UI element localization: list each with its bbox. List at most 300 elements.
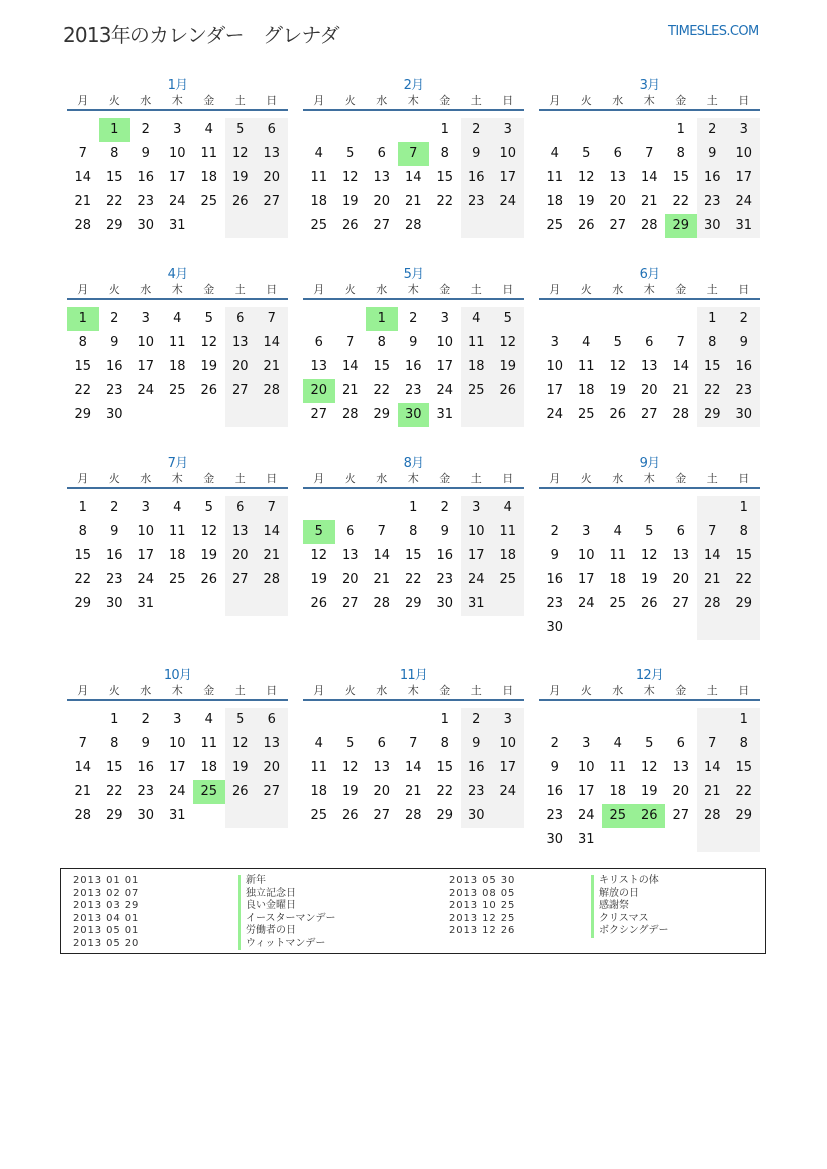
day-cell: 11 — [609, 548, 627, 563]
day-cell: 1 — [440, 122, 449, 137]
day-cell: 15 — [436, 170, 454, 185]
day-cell: 2 — [141, 712, 150, 727]
day-cell: 14 — [74, 170, 92, 185]
header-divider — [67, 487, 288, 489]
day-cell: 16 — [436, 548, 454, 563]
day-cell: 29 — [697, 403, 729, 427]
day-cell: 7 — [676, 335, 685, 350]
day-cell: 3 — [582, 736, 591, 751]
day-cell: 11 — [200, 736, 218, 751]
weekday-label: 月 — [549, 684, 561, 697]
day-cell: 13 — [341, 548, 359, 563]
day-cell: 25 — [200, 194, 218, 209]
day-cell: 9 — [409, 335, 418, 350]
day-cell: 25 — [577, 407, 595, 422]
weekday-label: 金 — [439, 684, 451, 697]
day-cell: 26 — [200, 572, 218, 587]
weekday-label: 金 — [675, 472, 687, 485]
weekend-filler — [256, 592, 288, 616]
weekend-filler — [728, 616, 760, 640]
day-cell: 6 — [613, 146, 622, 161]
month-title: 1月 — [167, 78, 188, 93]
day-cell: 24 — [436, 383, 454, 398]
weekday-label: 土 — [706, 472, 718, 485]
day-cell: 20 — [373, 784, 391, 799]
day-cell: 19 — [225, 756, 257, 780]
day-cell: 8 — [728, 732, 760, 756]
day-cell: 1 — [440, 712, 449, 727]
day-cell: 10 — [137, 524, 155, 539]
day-cell: 3 — [728, 118, 760, 142]
day-cell: 28 — [672, 407, 690, 422]
day-cell: 10 — [168, 736, 186, 751]
day-cell: 26 — [577, 218, 595, 233]
weekend-filler — [225, 804, 257, 828]
day-cell: 24 — [577, 596, 595, 611]
day-cell: 31 — [137, 596, 155, 611]
day-cell: 5 — [303, 520, 335, 544]
day-cell: 1 — [67, 307, 99, 331]
weekday-label: 火 — [344, 283, 356, 296]
weekday-label: 月 — [549, 94, 561, 107]
day-cell: 22 — [672, 194, 690, 209]
weekday-label: 火 — [580, 94, 592, 107]
day-cell: 17 — [436, 359, 454, 374]
day-cell: 24 — [168, 784, 186, 799]
weekend-filler — [256, 214, 288, 238]
day-cell: 24 — [492, 190, 524, 214]
day-cell: 26 — [492, 379, 524, 403]
weekend-filler — [697, 708, 729, 732]
day-cell: 30 — [105, 407, 123, 422]
day-cell: 28 — [404, 218, 422, 233]
day-cell: 7 — [377, 524, 386, 539]
day-cell: 4 — [550, 146, 559, 161]
day-cell: 21 — [256, 544, 288, 568]
day-cell: 27 — [640, 407, 658, 422]
day-cell: 6 — [377, 736, 386, 751]
weekday-label: 金 — [203, 472, 215, 485]
day-cell: 2 — [110, 500, 119, 515]
day-cell: 13 — [672, 760, 690, 775]
weekend-filler — [256, 403, 288, 427]
day-cell: 6 — [225, 307, 257, 331]
day-cell: 22 — [404, 572, 422, 587]
day-cell: 2 — [440, 500, 449, 515]
day-cell: 19 — [341, 194, 359, 209]
day-cell: 21 — [373, 572, 391, 587]
month-title: 6月 — [639, 267, 660, 282]
day-cell: 30 — [137, 218, 155, 233]
weekday-label: 木 — [407, 283, 419, 296]
day-cell: 16 — [546, 784, 564, 799]
weekday-label: 火 — [108, 684, 120, 697]
day-cell: 17 — [546, 383, 564, 398]
day-cell: 13 — [225, 520, 257, 544]
weekday-label: 木 — [407, 472, 419, 485]
month-title: 5月 — [403, 267, 424, 282]
weekday-label: 土 — [234, 94, 246, 107]
day-cell: 6 — [256, 118, 288, 142]
day-cell: 12 — [341, 760, 359, 775]
day-cell: 19 — [310, 572, 328, 587]
day-cell: 12 — [640, 760, 658, 775]
day-cell: 2 — [110, 311, 119, 326]
day-cell: 12 — [225, 732, 257, 756]
day-cell: 14 — [373, 548, 391, 563]
weekend-filler — [461, 403, 493, 427]
weekday-label: 土 — [234, 283, 246, 296]
day-cell: 20 — [225, 355, 257, 379]
day-cell: 16 — [404, 359, 422, 374]
day-cell: 18 — [310, 194, 328, 209]
day-cell: 9 — [550, 760, 559, 775]
day-cell: 27 — [672, 596, 690, 611]
day-cell: 7 — [78, 146, 87, 161]
day-cell: 19 — [200, 548, 218, 563]
day-cell: 14 — [341, 359, 359, 374]
day-cell: 7 — [398, 142, 430, 166]
weekday-label: 土 — [706, 283, 718, 296]
day-cell: 14 — [697, 756, 729, 780]
page-title: 2013年のカレンダー グレナダ — [63, 23, 339, 47]
day-cell: 30 — [546, 832, 564, 847]
day-cell: 8 — [440, 736, 449, 751]
day-cell: 4 — [173, 311, 182, 326]
day-cell: 24 — [137, 572, 155, 587]
day-cell: 10 — [492, 732, 524, 756]
day-cell: 18 — [492, 544, 524, 568]
day-cell: 4 — [613, 524, 622, 539]
day-cell: 2 — [697, 118, 729, 142]
day-cell: 23 — [404, 383, 422, 398]
day-cell: 2 — [728, 307, 760, 331]
day-cell: 20 — [256, 756, 288, 780]
day-cell: 23 — [105, 383, 123, 398]
weekend-filler — [492, 804, 524, 828]
header-divider — [303, 699, 524, 701]
day-cell: 26 — [225, 780, 257, 804]
day-cell: 2 — [550, 736, 559, 751]
day-cell: 27 — [256, 780, 288, 804]
day-cell: 21 — [341, 383, 359, 398]
day-cell: 30 — [398, 403, 430, 427]
weekend-filler — [697, 496, 729, 520]
weekday-label: 水 — [612, 94, 624, 107]
day-cell: 12 — [492, 331, 524, 355]
holiday-names-left — [238, 875, 336, 950]
day-cell: 23 — [546, 596, 564, 611]
month-title: 2月 — [403, 78, 424, 93]
day-cell: 2 — [461, 708, 493, 732]
day-cell: 31 — [168, 808, 186, 823]
month-title: 9月 — [639, 456, 660, 471]
day-cell: 25 — [310, 218, 328, 233]
day-cell: 27 — [672, 808, 690, 823]
day-cell: 28 — [404, 808, 422, 823]
day-cell: 15 — [728, 756, 760, 780]
day-cell: 15 — [672, 170, 690, 185]
day-cell: 18 — [461, 355, 493, 379]
day-cell: 31 — [168, 218, 186, 233]
day-cell: 16 — [105, 359, 123, 374]
day-cell: 21 — [697, 568, 729, 592]
day-cell: 1 — [728, 708, 760, 732]
day-cell: 26 — [609, 407, 627, 422]
day-cell: 28 — [256, 568, 288, 592]
weekday-label: 月 — [77, 94, 89, 107]
weekday-label: 日 — [502, 684, 514, 697]
weekend-filler — [492, 592, 524, 616]
day-cell: 6 — [645, 335, 654, 350]
day-cell: 20 — [672, 572, 690, 587]
day-cell: 25 — [602, 804, 634, 828]
day-cell: 1 — [409, 500, 418, 515]
day-cell: 18 — [609, 784, 627, 799]
day-cell: 16 — [461, 756, 493, 780]
weekend-filler — [492, 214, 524, 238]
day-cell: 7 — [697, 732, 729, 756]
day-cell: 25 — [609, 596, 627, 611]
day-cell: 26 — [341, 218, 359, 233]
day-cell: 10 — [168, 146, 186, 161]
weekday-label: 水 — [376, 472, 388, 485]
day-cell: 18 — [200, 170, 218, 185]
day-cell: 8 — [409, 524, 418, 539]
day-cell: 5 — [346, 146, 355, 161]
day-cell: 18 — [577, 383, 595, 398]
weekend-filler — [728, 828, 760, 852]
day-cell: 12 — [200, 524, 218, 539]
day-cell: 10 — [577, 548, 595, 563]
day-cell: 17 — [492, 756, 524, 780]
day-cell: 17 — [461, 544, 493, 568]
day-cell: 6 — [256, 708, 288, 732]
day-cell: 9 — [110, 524, 119, 539]
day-cell: 9 — [461, 732, 493, 756]
weekday-label: 日 — [502, 472, 514, 485]
day-cell: 1 — [78, 500, 87, 515]
day-cell: 20 — [640, 383, 658, 398]
day-cell: 9 — [461, 142, 493, 166]
day-cell: 20 — [373, 194, 391, 209]
day-cell: 16 — [105, 548, 123, 563]
holiday-date: 2013 05 01 — [73, 925, 140, 936]
weekday-label: 日 — [502, 94, 514, 107]
day-cell: 29 — [436, 808, 454, 823]
day-cell: 5 — [204, 311, 213, 326]
header-divider — [303, 298, 524, 300]
day-cell: 18 — [310, 784, 328, 799]
month-title: 12月 — [635, 668, 664, 683]
day-cell: 10 — [492, 142, 524, 166]
day-cell: 8 — [440, 146, 449, 161]
day-cell: 15 — [404, 548, 422, 563]
weekday-label: 土 — [706, 684, 718, 697]
day-cell: 16 — [137, 760, 155, 775]
day-cell: 13 — [609, 170, 627, 185]
day-cell: 19 — [640, 572, 658, 587]
day-cell: 31 — [461, 592, 493, 616]
day-cell: 14 — [404, 760, 422, 775]
day-cell: 11 — [310, 170, 328, 185]
day-cell: 11 — [461, 331, 493, 355]
weekday-label: 火 — [580, 684, 592, 697]
day-cell: 7 — [256, 307, 288, 331]
weekday-label: 土 — [234, 684, 246, 697]
day-cell: 28 — [256, 379, 288, 403]
day-cell: 31 — [728, 214, 760, 238]
day-cell: 27 — [256, 190, 288, 214]
day-cell: 7 — [645, 146, 654, 161]
holiday-name: 労働者の日 — [238, 925, 336, 938]
month-title: 4月 — [167, 267, 188, 282]
day-cell: 4 — [204, 122, 213, 137]
day-cell: 5 — [645, 736, 654, 751]
day-cell: 13 — [256, 142, 288, 166]
day-cell: 11 — [609, 760, 627, 775]
day-cell: 5 — [613, 335, 622, 350]
day-cell: 24 — [168, 194, 186, 209]
weekday-label: 金 — [675, 283, 687, 296]
day-cell: 5 — [645, 524, 654, 539]
day-cell: 29 — [74, 596, 92, 611]
weekday-label: 水 — [140, 94, 152, 107]
day-cell: 10 — [137, 335, 155, 350]
day-cell: 28 — [341, 407, 359, 422]
weekday-label: 金 — [203, 94, 215, 107]
weekday-label: 火 — [580, 472, 592, 485]
weekday-label: 月 — [549, 283, 561, 296]
weekday-label: 木 — [643, 94, 655, 107]
weekday-label: 火 — [108, 283, 120, 296]
day-cell: 12 — [341, 170, 359, 185]
weekday-label: 木 — [171, 94, 183, 107]
weekday-label: 水 — [376, 684, 388, 697]
holiday-dates-right — [449, 875, 515, 938]
day-cell: 28 — [74, 808, 92, 823]
day-cell: 20 — [672, 784, 690, 799]
day-cell: 13 — [256, 732, 288, 756]
weekday-label: 木 — [171, 283, 183, 296]
day-cell: 27 — [373, 218, 391, 233]
day-cell: 13 — [373, 170, 391, 185]
day-cell: 8 — [110, 146, 119, 161]
day-cell: 14 — [74, 760, 92, 775]
day-cell: 6 — [676, 736, 685, 751]
holiday-dates-left — [73, 875, 139, 950]
weekday-label: 水 — [612, 472, 624, 485]
weekday-label: 月 — [313, 684, 325, 697]
day-cell: 16 — [697, 166, 729, 190]
weekend-filler — [697, 828, 729, 852]
day-cell: 26 — [200, 383, 218, 398]
day-cell: 28 — [74, 218, 92, 233]
day-cell: 8 — [676, 146, 685, 161]
weekday-label: 金 — [439, 94, 451, 107]
day-cell: 1 — [99, 118, 131, 142]
day-cell: 17 — [577, 784, 595, 799]
weekday-label: 金 — [203, 684, 215, 697]
day-cell: 12 — [225, 142, 257, 166]
day-cell: 23 — [137, 194, 155, 209]
holiday-name: ウィットマンデー — [238, 938, 336, 951]
month-title: 8月 — [403, 456, 424, 471]
day-cell: 12 — [609, 359, 627, 374]
day-cell: 1 — [728, 496, 760, 520]
weekday-label: 木 — [171, 472, 183, 485]
day-cell: 14 — [256, 520, 288, 544]
day-cell: 1 — [110, 712, 119, 727]
brand-link[interactable]: TIMESLES.COM — [668, 24, 759, 39]
day-cell: 9 — [697, 142, 729, 166]
header-divider — [67, 298, 288, 300]
day-cell: 14 — [404, 170, 422, 185]
day-cell: 8 — [377, 335, 386, 350]
day-cell: 17 — [137, 548, 155, 563]
day-cell: 21 — [697, 780, 729, 804]
day-cell: 9 — [110, 335, 119, 350]
day-cell: 22 — [728, 780, 760, 804]
day-cell: 2 — [461, 118, 493, 142]
day-cell: 3 — [461, 496, 493, 520]
day-cell: 29 — [728, 804, 760, 828]
weekday-label: 水 — [376, 94, 388, 107]
day-cell: 20 — [341, 572, 359, 587]
holiday-names-right — [591, 875, 669, 938]
day-cell: 25 — [461, 379, 493, 403]
day-cell: 30 — [436, 596, 454, 611]
day-cell: 22 — [436, 194, 454, 209]
day-cell: 25 — [168, 383, 186, 398]
day-cell: 24 — [577, 808, 595, 823]
day-cell: 15 — [436, 760, 454, 775]
weekday-label: 土 — [470, 684, 482, 697]
day-cell: 18 — [168, 359, 186, 374]
day-cell: 7 — [78, 736, 87, 751]
weekend-filler — [461, 214, 493, 238]
day-cell: 2 — [141, 122, 150, 137]
header-divider — [303, 109, 524, 111]
day-cell: 19 — [609, 383, 627, 398]
weekday-label: 土 — [470, 472, 482, 485]
day-cell: 25 — [168, 572, 186, 587]
holiday-date: 2013 04 01 — [73, 912, 140, 924]
weekday-label: 日 — [738, 283, 750, 296]
day-cell: 30 — [137, 808, 155, 823]
day-cell: 20 — [225, 544, 257, 568]
day-cell: 30 — [697, 214, 729, 238]
header-divider — [303, 487, 524, 489]
day-cell: 15 — [728, 544, 760, 568]
day-cell: 11 — [168, 524, 186, 539]
day-cell: 23 — [546, 808, 564, 823]
day-cell: 4 — [173, 500, 182, 515]
day-cell: 9 — [440, 524, 449, 539]
weekday-label: 水 — [140, 283, 152, 296]
holiday-name: 独立記念日 — [238, 888, 336, 901]
day-cell: 30 — [546, 620, 564, 635]
weekend-filler — [225, 592, 257, 616]
weekend-filler — [492, 403, 524, 427]
header-divider — [67, 699, 288, 701]
day-cell: 26 — [310, 596, 328, 611]
day-cell: 1 — [676, 122, 685, 137]
weekday-label: 月 — [313, 472, 325, 485]
day-cell: 1 — [697, 307, 729, 331]
weekday-label: 金 — [675, 684, 687, 697]
weekday-label: 木 — [643, 684, 655, 697]
